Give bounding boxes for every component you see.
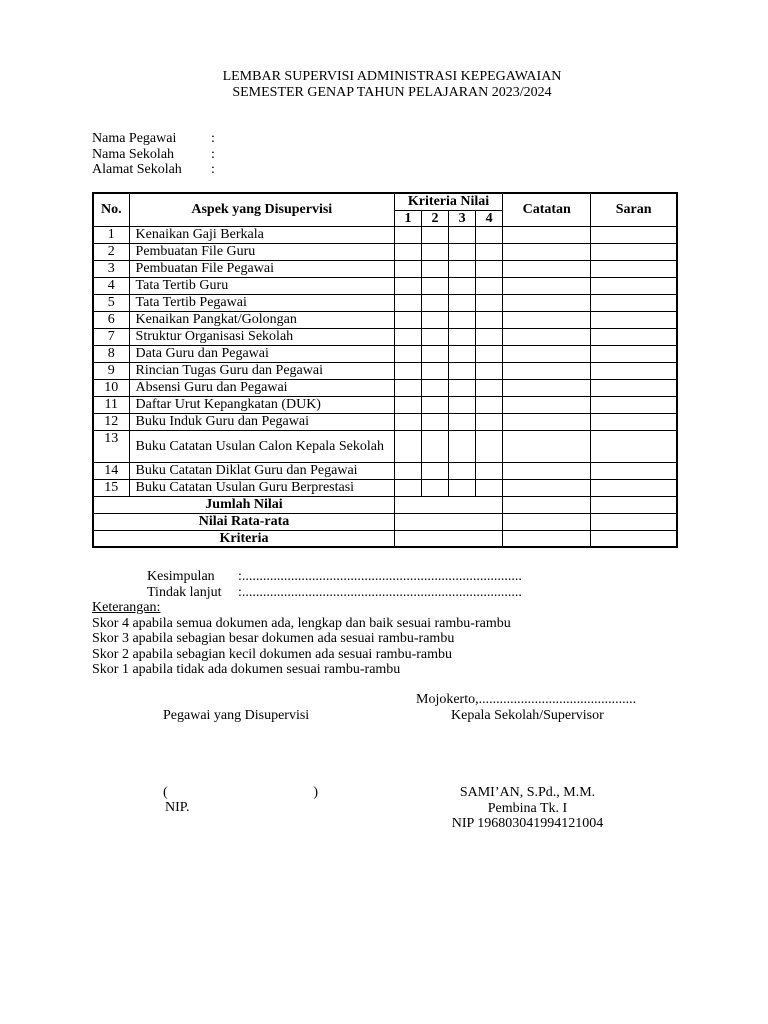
totals-notes-cell [503,530,591,547]
score-cell [422,294,449,311]
advice-cell [591,362,677,379]
advice-cell [591,328,677,345]
totals-score-cell [395,496,503,513]
score-cell [449,277,476,294]
score-cell [449,379,476,396]
employee-name-bracket [163,785,318,801]
score-cell [395,328,422,345]
notes-cell [503,226,591,243]
note-item: Skor 3 apabila sebagian besar dokumen ada sesuai rambu-rambu [92,631,455,646]
advice-cell [591,243,677,260]
advice-cell [591,462,677,479]
identity-block [92,131,215,178]
score-cell [422,379,449,396]
row-aspect: Data Guru dan Pegawai [129,345,394,362]
row-aspect: Buku Induk Guru dan Pegawai [129,413,394,430]
identity-label: Nama Sekolah [92,146,175,162]
advice-cell [591,294,677,311]
header-score: 2 [422,210,449,226]
score-cell [449,462,476,479]
table-row [93,243,677,260]
conclusion-label: Kesimpulan [147,569,215,584]
notes-cell [503,396,591,413]
score-cell [422,260,449,277]
row-number: 14 [93,462,129,479]
score-cell [476,243,503,260]
conclusion-value: :................................................................................ [238,569,522,584]
identity-row [92,147,215,163]
score-cell [449,243,476,260]
supervision-table [92,192,678,548]
identity-label: Alamat Sekolah [92,162,182,177]
totals-score-cell [395,513,503,530]
notes-cell [503,243,591,260]
row-number: 6 [93,311,129,328]
identity-label: Nama Pegawai [92,131,177,146]
score-cell [449,328,476,345]
totals-score-cell [395,530,503,547]
row-aspect: Buku Catatan Diklat Guru dan Pegawai [129,462,394,479]
table-row [93,294,677,311]
table-row [93,430,677,462]
supervisor-signature-title: Kepala Sekolah/Supervisor [451,708,604,723]
score-cell [476,396,503,413]
row-aspect: Tata Tertib Guru [129,277,394,294]
score-cell [476,379,503,396]
identity-sep: : [211,162,215,177]
score-cell [395,226,422,243]
score-cell [395,462,422,479]
score-cell [395,362,422,379]
row-number: 5 [93,294,129,311]
score-cell [422,277,449,294]
score-cell [422,362,449,379]
score-cell [422,396,449,413]
row-aspect: Buku Catatan Usulan Calon Kepala Sekolah [129,430,394,462]
score-cell [395,430,422,462]
note-item: Skor 2 apabila sebagian kecil dokumen ada sesuai rambu-rambu [92,646,452,662]
header-advice: Saran [591,193,677,226]
row-number: 1 [93,226,129,243]
totals-notes-cell [503,496,591,513]
score-cell [395,379,422,396]
advice-cell [591,277,677,294]
row-number: 7 [93,328,129,345]
identity-sep: : [211,146,215,162]
supervisor-block [451,785,604,832]
score-cell [476,345,503,362]
score-cell [449,294,476,311]
advice-cell [591,396,677,413]
score-cell [449,413,476,430]
notes-cell [503,413,591,430]
table-row [93,345,677,362]
table-row [93,462,677,479]
table-body [93,226,677,496]
score-cell [476,413,503,430]
score-cell [449,345,476,362]
supervisor-rank: Pembina Tk. I [487,800,568,816]
supervisor-nip: NIP 196803041994121004 [451,816,604,831]
followup-value: :................................................................................ [238,584,522,600]
table-row [93,413,677,430]
score-cell [449,362,476,379]
score-cell [476,362,503,379]
totals-row [93,513,677,530]
totals-row [93,496,677,513]
row-number: 11 [93,396,129,413]
table-row [93,479,677,496]
row-number: 13 [93,430,129,462]
title-line-2: SEMESTER GENAP TAHUN PELAJARAN 2023/2024 [232,85,552,100]
row-aspect: Tata Tertib Pegawai [129,294,394,311]
supervisor-name: SAMI’AN, S.Pd., M.M. [459,785,596,800]
score-cell [422,413,449,430]
totals-advice-cell [591,513,677,530]
notes-cell [503,462,591,479]
header-score: 1 [395,210,422,226]
score-cell [422,311,449,328]
row-number: 10 [93,379,129,396]
table-row [93,379,677,396]
conclusion-block [147,569,522,600]
score-cell [476,328,503,345]
advice-cell [591,226,677,243]
conclusion-row [147,569,522,585]
row-number: 9 [93,362,129,379]
score-cell [476,226,503,243]
score-cell [422,345,449,362]
score-cell [449,396,476,413]
score-cell [395,311,422,328]
totals-body [93,496,677,547]
table-row [93,277,677,294]
row-aspect: Kenaikan Gaji Berkala [129,226,394,243]
notes-cell [503,362,591,379]
followup-label: Tindak lanjut [147,584,222,600]
score-cell [395,277,422,294]
row-number: 3 [93,260,129,277]
header-notes: Catatan [503,193,591,226]
row-number: 8 [93,345,129,362]
totals-advice-cell [591,530,677,547]
notes-cell [503,311,591,328]
totals-advice-cell [591,496,677,513]
employee-nip: NIP. [165,800,190,815]
advice-cell [591,479,677,496]
score-cell [422,479,449,496]
identity-row [92,131,215,147]
notes-cell [503,328,591,345]
totals-label: Jumlah Nilai [93,496,395,513]
row-aspect: Buku Catatan Usulan Guru Berprestasi [129,479,394,496]
table-row [93,226,677,243]
place-date: Mojokerto,............................................. [416,692,637,707]
row-number: 15 [93,479,129,496]
score-cell [449,226,476,243]
document-title [0,69,768,101]
notes-cell [503,294,591,311]
table-row [93,328,677,345]
notes-cell [503,379,591,396]
score-cell [449,311,476,328]
advice-cell [591,260,677,277]
row-aspect: Absensi Guru dan Pegawai [129,379,394,396]
header-score: 3 [449,210,476,226]
advice-cell [591,413,677,430]
score-cell [422,226,449,243]
totals-label: Kriteria [93,530,395,547]
notes-cell [503,277,591,294]
score-cell [395,396,422,413]
score-cell [395,345,422,362]
advice-cell [591,345,677,362]
score-cell [476,311,503,328]
notes-cell [503,345,591,362]
table-row [93,396,677,413]
notes-cell [503,260,591,277]
row-aspect: Daftar Urut Kepangkatan (DUK) [129,396,394,413]
followup-row [147,585,522,601]
score-cell [422,462,449,479]
bracket-close: ) [313,785,318,800]
table-row [93,260,677,277]
row-aspect: Pembuatan File Guru [129,243,394,260]
notes-block [92,600,511,678]
score-cell [395,260,422,277]
notes-cell [503,479,591,496]
score-cell [395,243,422,260]
header-aspect: Aspek yang Disupervisi [129,193,394,226]
totals-label: Nilai Rata-rata [93,513,395,530]
advice-cell [591,311,677,328]
row-aspect: Struktur Organisasi Sekolah [129,328,394,345]
score-cell [476,294,503,311]
score-cell [395,294,422,311]
header-score: 4 [476,210,503,226]
score-cell [476,260,503,277]
score-cell [449,479,476,496]
score-cell [476,479,503,496]
header-no: No. [93,193,129,226]
row-number: 2 [93,243,129,260]
title-line-1: LEMBAR SUPERVISI ADMINISTRASI KEPEGAWAIAN [222,69,562,84]
note-item: Skor 4 apabila semua dokumen ada, lengkap dan baik sesuai rambu-rambu [92,615,511,631]
score-cell [476,462,503,479]
header-criteria: Kriteria Nilai [395,193,503,210]
score-cell [395,479,422,496]
row-number: 4 [93,277,129,294]
advice-cell [591,379,677,396]
row-number: 12 [93,413,129,430]
note-item: Skor 1 apabila tidak ada dokumen sesuai rambu-rambu [92,662,401,677]
table-row [93,362,677,379]
row-aspect: Kenaikan Pangkat/Golongan [129,311,394,328]
score-cell [449,260,476,277]
advice-cell [591,430,677,462]
notes-heading: Keterangan: [92,600,161,615]
row-aspect: Pembuatan File Pegawai [129,260,394,277]
score-cell [449,430,476,462]
score-cell [422,243,449,260]
score-cell [476,277,503,294]
employee-signature-title: Pegawai yang Disupervisi [163,708,310,723]
table-row [93,311,677,328]
identity-sep: : [211,131,215,146]
totals-notes-cell [503,513,591,530]
bracket-open: ( [163,785,168,800]
identity-row [92,162,215,178]
score-cell [395,413,422,430]
score-cell [476,430,503,462]
totals-row [93,530,677,547]
notes-cell [503,430,591,462]
score-cell [422,328,449,345]
score-cell [422,430,449,462]
row-aspect: Rincian Tugas Guru dan Pegawai [129,362,394,379]
